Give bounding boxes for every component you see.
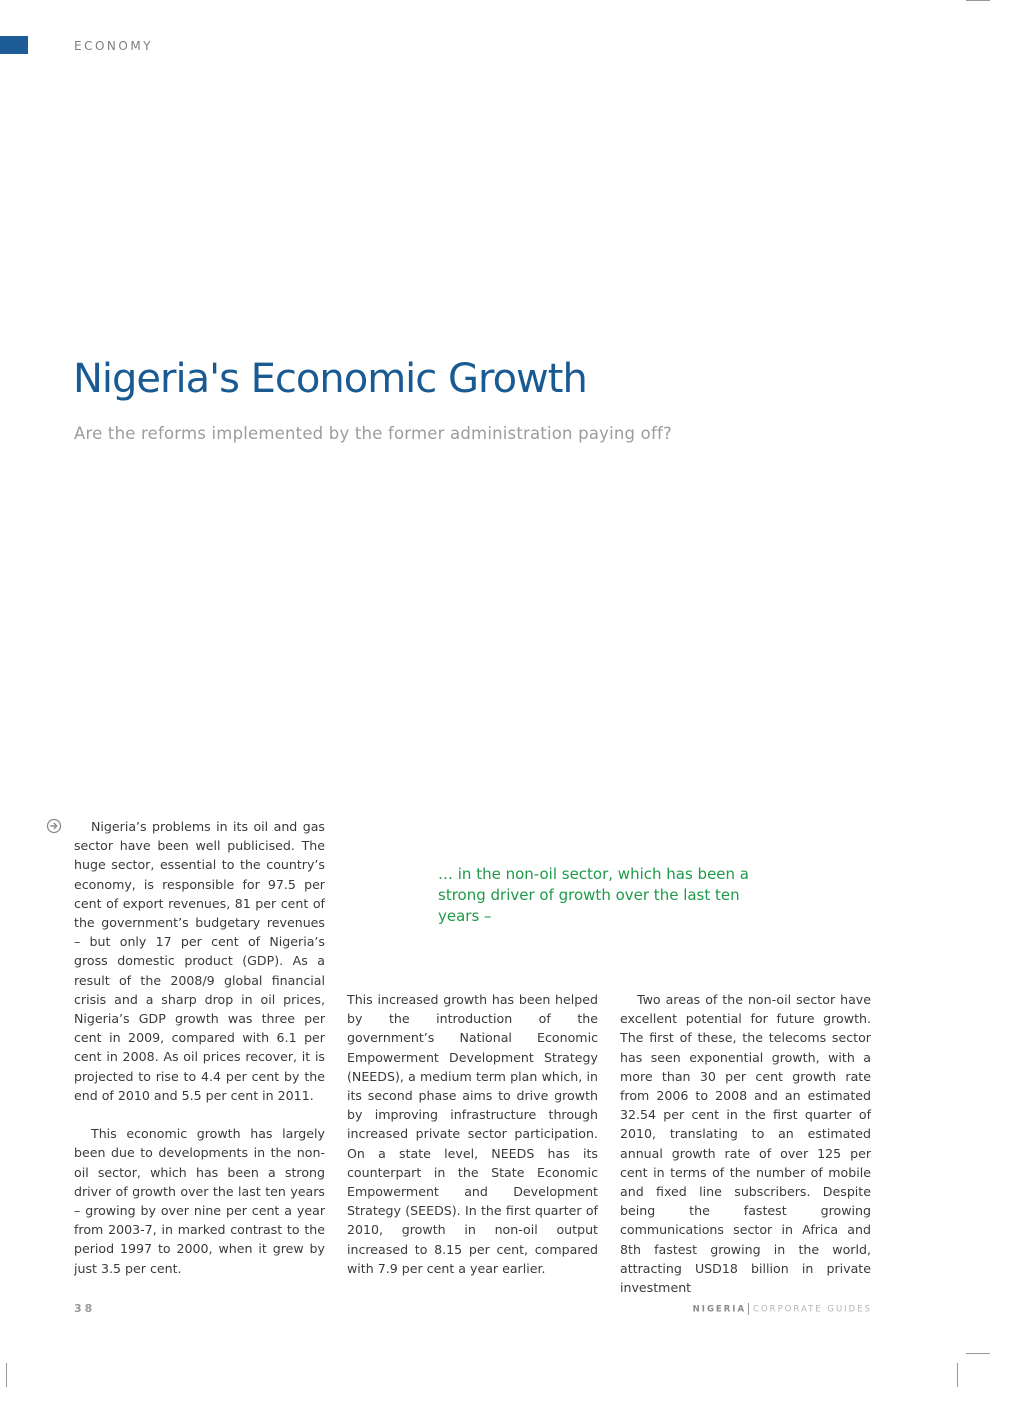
body-column-1: [74, 817, 325, 1278]
section-label: ECONOMY: [74, 39, 154, 53]
body-column-3: [620, 990, 871, 1297]
footer-series: CORPORATE GUIDES: [753, 1304, 872, 1315]
body-paragraph: Two areas of the non-oil sector have excellent potential for future growth. The first of these, the telecoms sector has seen exponential growth, with a more than 30 per cent growth rate from 2006 to 2008 and an estimated 32.54 per cent in the first quarter of 2010, translating to an estimated annual growth rate of over 125 per cent in terms of the number of mobile and fixed line subscribers. Despite being the fastest growing communications sector in Africa and 8th fastest growing in the world, attracting USD18 billion in private investment: [620, 992, 871, 1296]
section-accent-bar: [0, 36, 28, 54]
footer-divider: [748, 1303, 749, 1315]
crop-mark-bottom-left: [6, 1363, 7, 1387]
article-title: Nigeria's Economic Growth: [73, 356, 587, 402]
crop-mark-top-right: [966, 0, 990, 1]
body-paragraph: This increased growth has been helped by the introduction of the government’s National Economic Empowerment Development Strategy (NEEDS), a medium term plan which, in its second phase aims to drive growth by improving infrastructure through increased private sector participation. On a state level, NEEDS has its counterpart in the State Economic Empowerment and Development Strategy (SEEDS). In the first quarter of 2010, growth in non-oil output increased to 8.15 per cent, compared with 7.9 per cent a year earlier.: [347, 992, 598, 1276]
body-paragraph: Nigeria’s problems in its oil and gas sector have been well publicised. The huge sector, essential to the country’s economy, is responsible for 97.5 per cent of export revenues, 81 per cent of the government’s budgetary revenues – but only 17 per cent of Nigeria’s gross domestic product (GDP). As a result of the 2008/9 global financial crisis and a sharp drop in oil prices, Nigeria’s GDP growth was three per cent in 2009, compared with 6.1 per cent in 2008. As oil prices recover, it is projected to rise to 4.4 per cent by the end of 2010 and 5.5 per cent in 2011.: [74, 819, 325, 1103]
body-paragraph: This economic growth has largely been due to developments in the non-oil sector, which has been a strong driver of growth over the last ten years – growing by over nine per cent a year from 2003-7, in marked contrast to the period 1997 to 2000, when it grew by just 3.5 per cent.: [74, 1126, 325, 1276]
footer-brand: [693, 1303, 872, 1315]
article-subtitle: Are the reforms implemented by the former administration paying off?: [74, 424, 672, 443]
page-number: 38: [74, 1302, 96, 1315]
pull-quote: … in the non-oil sector, which has been a strong driver of growth over the last ten years –: [438, 865, 750, 925]
crop-mark-bottom-right-vertical: [957, 1363, 958, 1387]
body-column-2: [347, 990, 598, 1278]
circle-arrow-right-icon: [46, 818, 62, 834]
crop-mark-bottom-right-horizontal: [966, 1353, 990, 1354]
footer-country: NIGERIA: [692, 1304, 747, 1315]
